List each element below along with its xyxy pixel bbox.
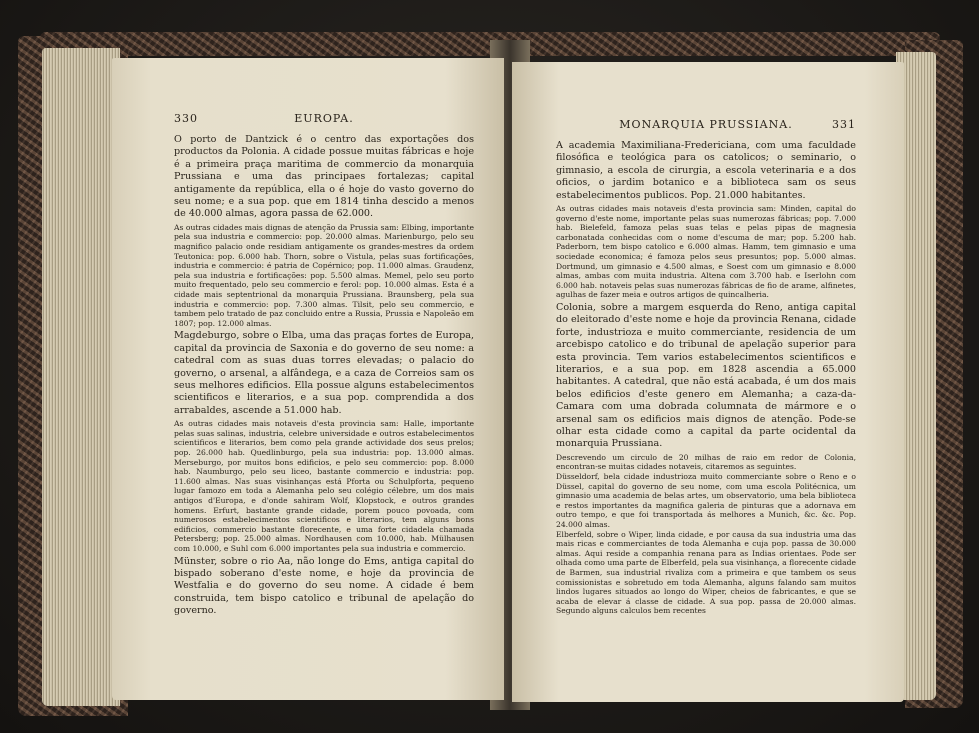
left-page-content xyxy=(174,112,474,618)
paragraph: Magdeburgo, sobre o Elba, uma das praças fortes de Europa, capital da provincia de Saxonia e do governo de seu nome: a catedral com as suas duas torres elevadas; o palacio do governo, o arsenal, a alfândega, e a caza de Correios sam os seus melhores edificios. Ella possue alguns estabelecimentos scientificos e literarios, e a sua pop. comprendida a dos arrabaldes, ascende a 51.000 hab. xyxy=(174,330,474,416)
paragraph: Colonia, sobre a margem esquerda do Reno, antiga capital do eleitorado d'este nome e hoje da provincia Renana, cidade forte, industrioza e muito commerciante, residencia de um arcebispo catolico e do tribunal de apelação superior para esta provincia. Tem varios estabelecimentos scientificos e literarios, e a sua pop. em 1828 ascendia a 65.000 habitantes. A catedral, que não está acabada, é um dos mais belos edificios d'este genero em Alemanha; a caza-da-Camara com uma dobrada columnata de mármore e o arsenal sam os edificios mais dignos de atenção. Pode-se olhar esta cidade como a capital da parte ocidental da monarquia Prussiana. xyxy=(556,301,856,450)
page-number: 331 xyxy=(832,118,856,131)
paragraph: O porto de Dantzick é o centro das exportações dos productos da Polonia. A cidade possue muitas fábricas e hoje é a primeira praça maritima de commercio da monarquia Prussiana e uma das principaes fortalezas; capital antigamente da república, ella o é hoje do vasto governo do seu nome; e a sua pop. que em 1814 tinha descido a menos de 40.000 almas, agora passa de 62.000. xyxy=(174,134,474,220)
running-title: MONARQUIA PRUSSIANA. xyxy=(619,118,793,131)
page-number: 330 xyxy=(174,112,198,125)
left-page xyxy=(112,58,504,700)
paragraph: As outras cidades mais dignas de atenção da Prussia sam: Elbing, importante pela sua industria e commercio: pop. 20.000 almas. Marienburgo, pelo seu magnifico palacio onde residiam antigamente os grandes-mestres da ordem Teutonica: pop. 6.000 hab. Thorn, sobre o Vistula, pelas suas fortificações, industria e commercio: é patria de Copérnico; pop. 11.000 almas. Graudenz, pela sua industria e fortificações: pop. 5.500 almas. Memel, pelo seu porto muito frequentado, pelo seu commercio e ferol: pop. 10.000 almas. Esta é a cidade mais septentrional da monarquia Prussiana. Braunsberg, pela sua industria e commercio: pop. 7.300 almas. Tilsit, pelo seu commercio, e tambem pelo tratado de paz concluido entre a Russia, Prussia e Napoleão em 1807; pop. 12.000 almas. xyxy=(174,222,474,328)
right-page-header xyxy=(556,118,856,134)
paragraph: Elberfeld, sobre o Wiper, linda cidade, e por causa da sua industria uma das mais ricas e commerciantes de toda Alemanha e cuja pop. passa de 30.000 almas. Aqui reside a companhia renana para as Indias orientaes. Pode ser olhada como uma parte de Elberfeld, pela sua visinhança, a florecente cidade de Barmen, sua industrial rivaliza com a primeira e que tambem os seus comissionistas e sobretudo em toda Alemanha, alguns falando sam muitos lindos lugares situados ao longo do Wiper, cheios de fabricantes, e que se acaba de elevar á classe de cidade. A sua pop. passa de 20.000 almas. Segundo alguns calculos bem recentes xyxy=(556,529,856,616)
right-page-content xyxy=(556,118,856,616)
page-stack-left xyxy=(42,48,120,706)
paragraph: As outras cidades mais notaveis d'esta provincia sam: Minden, capital do governo d'este nome, importante pelas suas numerozas fábricas; pop. 7.000 hab. Bielefeld, famoza pelas suas telas e pelas pipas de magnesia carbonatada conhecidas com o nome d'escuma de mar; pop. 5.200 hab. Paderborn, tem bispo catolico e 6.000 almas. Hamm, tem gimnasio e uma sociedade economica; é famoza pelos seus presuntos; pop. 5.000 almas. Dortmund, um gimnasio e 4.500 almas, e Soest com um gimnasio e 8.000 almas, ambas com muita industria. Altena com 3.700 hab. e Iserlohn com 6.000 hab. notaveis pelas suas numerozas fábricas de fio de arame, alfinetes, agulhas de fazer meia e outros artigos de quincalheria. xyxy=(556,204,856,300)
paragraph: As outras cidades mais notaveis d'esta provincia sam: Halle, importante pelas suas salinas, industria, celebre universidade e outros estabelecimentos scientificos e literarios, bem como pela grande actividade dos seus prelos; pop. 26.000 hab. Quedlinburgo, pela sua industria: pop. 13.000 almas. Merseburgo, por muitos bons edificios, e pelo seu commercio: pop. 8.000 hab. Naumburgo, pelo seu liceo, bastante commercio e industria: pop. 11.600 almas. Nas suas visinhanças está Pforta ou Schulpforta, pequeno lugar famozo em toda a Alemanha pelo seu colégio célebre, um dos mais antigos d'Europa, e d'onde sahiram Wolf, Klopstock, e outros grandes homens. Erfurt, bastante grande cidade, porem pouco povoada, com numerosos estabelecimentos scientificos e literarios, tem alguns bons edificios, commercio bastante florecente, e uma forte cidadela chamada Petersberg; pop. 25.000 almas. Nordhausen com 10.000, hab. Mülhausen com 10.000, e Suhl com 6.000 importantes pela sua industria e commercio. xyxy=(174,419,474,553)
paragraph: Düsseldorf, bela cidade industrioza muito commerciante sobre o Reno e o Düssel, capital do governo de seu nome, com uma escola Politécnica, um gimnasio uma academia de belas artes, um observatorio, uma bela biblioteca e restos importantes da magnifica galeria de pinturas que a adornava em outro tempo, e que foi transportada ás melhores a Munich, &c. &c. Pop. 24.000 almas. xyxy=(556,472,856,529)
running-title: EUROPA. xyxy=(294,112,354,125)
paragraph: Descrevendo um circulo de 20 milhas de raio em redor de Colonia, encontran-se muitas cidades notaveis, citaremos as seguintes. xyxy=(556,452,856,472)
paragraph: A academia Maximiliana-Fredericiana, com uma faculdade filosófica e teológica para os catolicos; o seminario, o gimnasio, a escola de cirurgia, a escola veterinaria e a dos oficios, o jardim botanico e a biblioteca sam os seus estabelecimentos publicos. Pop. 21.000 habitantes. xyxy=(556,140,856,201)
right-page xyxy=(512,62,904,702)
left-page-header xyxy=(174,112,474,128)
paragraph: Münster, sobre o rio Aa, não longe do Ems, antiga capital do bispado soberano d'este nome, e hoje da provincia de Westfalia e do governo do seu nome. A cidade é bem construida, tem bispo catolico e tribunal de apelação do governo. xyxy=(174,555,474,617)
